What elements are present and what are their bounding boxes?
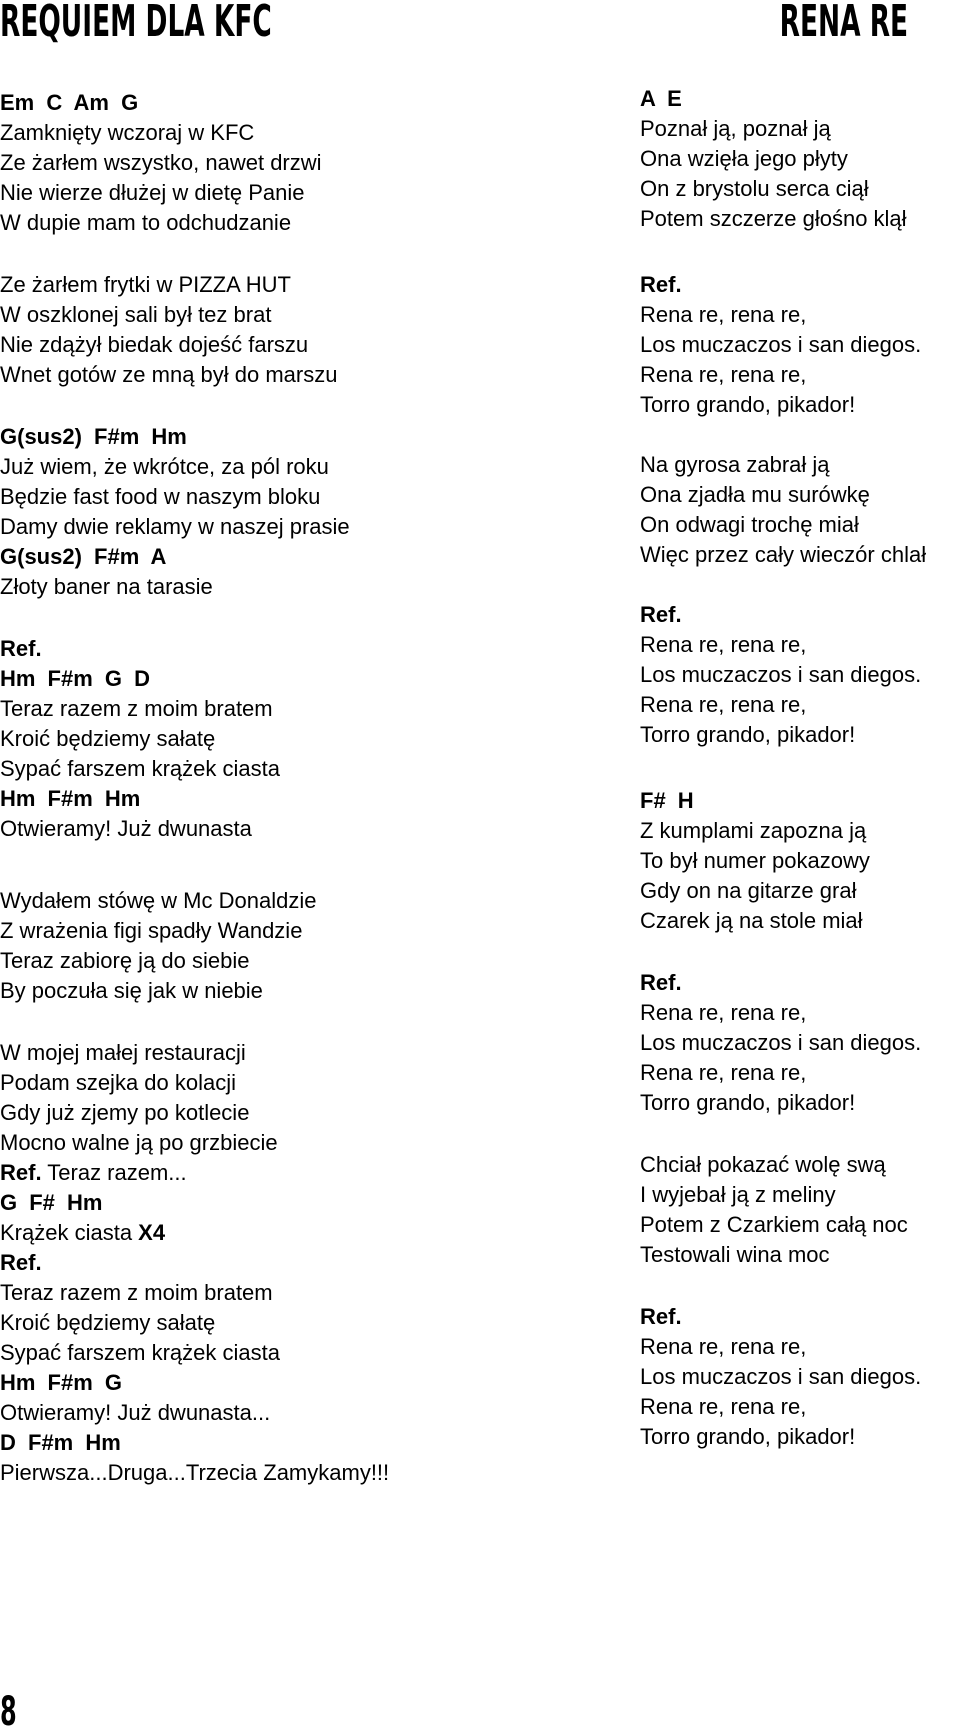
right-lyric-line: Ona wzięła jego płyty xyxy=(640,146,848,171)
lyric-text: Krążek ciasta xyxy=(0,1220,139,1245)
left-lyric-line: Wydałem stówę w Mc Donaldzie xyxy=(0,888,317,913)
left-lyric-line: Otwieramy! Już dwunasta... xyxy=(0,1400,271,1425)
left-lyric-line: Teraz zabiorę ją do siebie xyxy=(0,948,250,973)
left-chord-line: G(sus2) F#m Hm xyxy=(0,424,187,449)
left-lyric-line: Sypać farszem krążek ciasta xyxy=(0,756,280,781)
left-ref-label: Ref. xyxy=(0,1250,42,1275)
left-lyric-line: By poczuła się jak w niebie xyxy=(0,978,263,1003)
left-lyric-line: Ze żarłem wszystko, nawet drzwi xyxy=(0,150,322,175)
left-lyric-line: Złoty baner na tarasie xyxy=(0,574,213,599)
right-lyric-line: Czarek ją na stole miał xyxy=(640,908,863,933)
right-lyric-line: Rena re, rena re, xyxy=(640,1394,807,1419)
left-lyric-line: Ze żarłem frytki w PIZZA HUT xyxy=(0,272,291,297)
left-ref-label: Ref. xyxy=(0,636,42,661)
right-lyric-line: Rena re, rena re, xyxy=(640,302,807,327)
right-lyric-line: Rena re, rena re, xyxy=(640,632,807,657)
right-chord-line: A E xyxy=(640,86,682,111)
right-lyric-line: Los muczaczos i san diegos. xyxy=(640,662,922,687)
right-lyric-line: Torro grando, pikador! xyxy=(640,1424,856,1449)
right-lyric-line: Gdy on na gitarze grał xyxy=(640,878,857,903)
right-lyric-line: Potem szczerze głośno klął xyxy=(640,206,907,231)
right-lyric-line: Los muczaczos i san diegos. xyxy=(640,332,922,357)
song-title-left: REQUIEM DLA KFC xyxy=(0,0,272,47)
right-ref-label: Ref. xyxy=(640,602,682,627)
left-lyric-line: Zamknięty wczoraj w KFC xyxy=(0,120,255,145)
left-lyric-line: W oszklonej sali był tez brat xyxy=(0,302,272,327)
left-lyric-line: W dupie mam to odchudzanie xyxy=(0,210,292,235)
left-chord-line: D F#m Hm xyxy=(0,1430,121,1455)
left-lyric-line xyxy=(0,1158,187,1188)
left-lyric-line: Wnet gotów ze mną był do marszu xyxy=(0,362,338,387)
right-lyric-line: I wyjebał ją z meliny xyxy=(640,1182,836,1207)
left-lyric-line: Będzie fast food w naszym bloku xyxy=(0,484,321,509)
right-lyric-line: Torro grando, pikador! xyxy=(640,392,856,417)
right-lyric-line: Testowali wina moc xyxy=(640,1242,830,1267)
song-title-right: RENA RE xyxy=(779,0,908,47)
right-lyric-line: Rena re, rena re, xyxy=(640,1060,807,1085)
left-lyric-line: Kroić będziemy sałatę xyxy=(0,1310,216,1335)
right-lyric-line: Torro grando, pikador! xyxy=(640,1090,856,1115)
right-lyric-line: Torro grando, pikador! xyxy=(640,722,856,747)
left-lyric-line: Teraz razem z moim bratem xyxy=(0,696,273,721)
left-lyric-line: Już wiem, że wkrótce, za pól roku xyxy=(0,454,329,479)
left-lyric-line: Pierwsza...Druga...Trzecia Zamykamy!!! xyxy=(0,1460,390,1485)
right-lyric-line: Ona zjadła mu surówkę xyxy=(640,482,870,507)
left-lyric-line: Teraz razem z moim bratem xyxy=(0,1280,273,1305)
right-lyric-line: Rena re, rena re, xyxy=(640,692,807,717)
left-lyric-line: Mocno walne ją po grzbiecie xyxy=(0,1130,278,1155)
right-lyric-line: On z brystolu serca ciął xyxy=(640,176,869,201)
right-lyric-line: Los muczaczos i san diegos. xyxy=(640,1030,922,1055)
left-chord-line: Em C Am G xyxy=(0,90,139,115)
right-ref-label: Ref. xyxy=(640,970,682,995)
left-lyric-line: Podam szejka do kolacji xyxy=(0,1070,237,1095)
left-lyric-line: Damy dwie reklamy w naszej prasie xyxy=(0,514,350,539)
right-lyric-line: Poznał ją, poznał ją xyxy=(640,116,831,141)
left-lyric-line: Z wrażenia figi spadły Wandzie xyxy=(0,918,303,943)
right-lyric-line: Chciał pokazać wolę swą xyxy=(640,1152,886,1177)
right-lyric-line: Potem z Czarkiem całą noc xyxy=(640,1212,908,1237)
right-lyric-line: Los muczaczos i san diegos. xyxy=(640,1364,922,1389)
left-chord-line: Hm F#m G xyxy=(0,1370,123,1395)
right-lyric-line: Więc przez cały wieczór chlał xyxy=(640,542,927,567)
right-chord-line: F# H xyxy=(640,788,694,813)
left-lyric-line: Sypać farszem krążek ciasta xyxy=(0,1340,280,1365)
left-lyric-line: W mojej małej restauracji xyxy=(0,1040,246,1065)
repeat-marker: X4 xyxy=(138,1220,166,1245)
left-lyric-line: Gdy już zjemy po kotlecie xyxy=(0,1100,250,1125)
right-lyric-line: Na gyrosa zabrał ją xyxy=(640,452,830,477)
right-lyric-line: Z kumplami zapozna ją xyxy=(640,818,867,843)
ref-label: Ref. xyxy=(0,1160,42,1185)
left-lyric-line: Nie wierze dłużej w dietę Panie xyxy=(0,180,305,205)
left-chord-line: Hm F#m Hm xyxy=(0,786,141,811)
left-lyric-line: Otwieramy! Już dwunasta xyxy=(0,816,252,841)
left-lyric-line: Kroić będziemy sałatę xyxy=(0,726,216,751)
left-lyric-line: Nie zdążył biedak dojeść farszu xyxy=(0,332,309,357)
right-lyric-line: Rena re, rena re, xyxy=(640,1334,807,1359)
right-lyric-line: On odwagi trochę miał xyxy=(640,512,859,537)
left-chord-line: G F# Hm xyxy=(0,1190,103,1215)
left-chord-line: Hm F#m G D xyxy=(0,666,151,691)
right-lyric-line: Rena re, rena re, xyxy=(640,362,807,387)
left-lyric-line xyxy=(0,1218,165,1248)
lyric-text: Teraz razem... xyxy=(41,1160,187,1185)
left-chord-line: G(sus2) F#m A xyxy=(0,544,167,569)
right-ref-label: Ref. xyxy=(640,272,682,297)
right-lyric-line: Rena re, rena re, xyxy=(640,1000,807,1025)
page-number: 8 xyxy=(0,1689,17,1735)
right-ref-label: Ref. xyxy=(640,1304,682,1329)
right-lyric-line: To był numer pokazowy xyxy=(640,848,870,873)
